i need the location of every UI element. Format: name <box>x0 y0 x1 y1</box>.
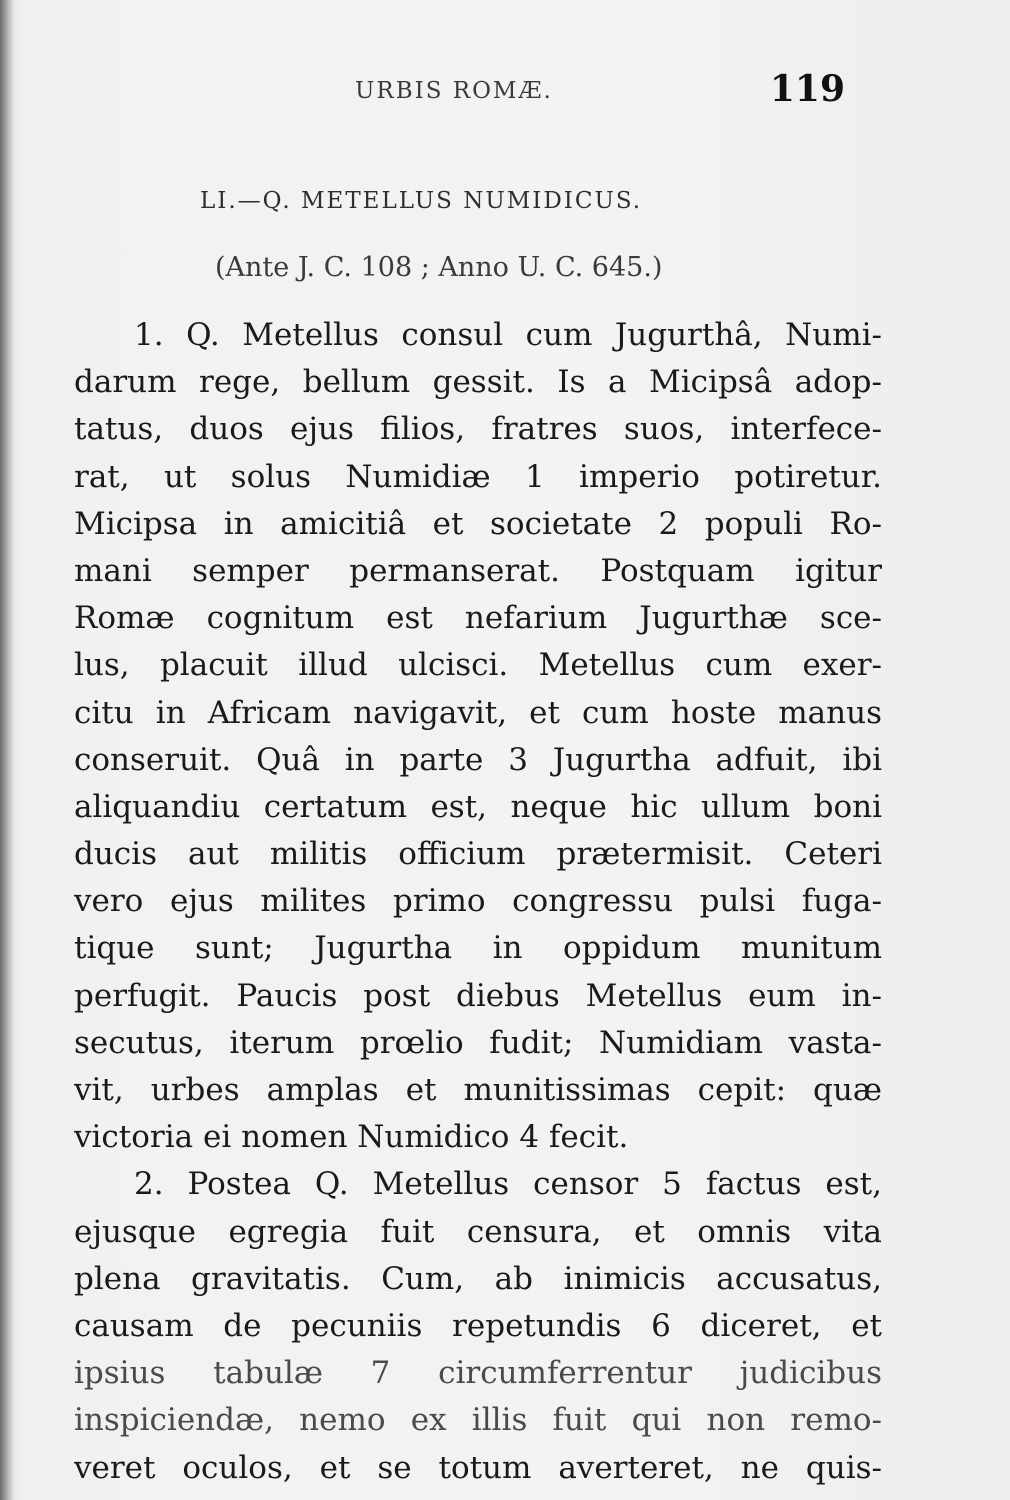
text-line: tatus, duos ejus filios, fratres suos, interfece- <box>74 411 882 448</box>
text-line: veret oculos, et se totum averteret, ne quis- <box>74 1449 882 1486</box>
text-line: inspiciendæ, nemo ex illis fuit qui non remo- <box>74 1402 882 1439</box>
text-line: ducis aut militis officium prætermisit. Ceteri <box>74 836 882 873</box>
text-line: Romæ cognitum est nefarium Jugurthæ sce- <box>74 600 882 637</box>
text-line: vit, urbes amplas et munitissimas cepit: quæ <box>74 1072 882 1108</box>
text-line: vero ejus milites primo congressu pulsi fuga- <box>74 883 882 920</box>
text-line: tique sunt; Jugurtha in oppidum munitum <box>74 930 882 967</box>
text-line: Micipsa in amicitiâ et societate 2 populi Ro- <box>74 505 882 542</box>
text-line: citu in Africam navigavit, et cum hoste manus <box>74 694 882 731</box>
body-text <box>74 312 882 1492</box>
text-line: 1. Q. Metellus consul cum Jugurthâ, Numi- <box>134 317 882 353</box>
text-line: mani semper permanserat. Postquam igitur <box>74 552 882 589</box>
text-line: lus, placuit illud ulcisci. Metellus cum exer- <box>74 647 882 684</box>
text-line: aliquandiu certatum est, neque hic ullum boni <box>74 788 882 825</box>
chapter-title: LI.—Q. METELLUS NUMIDICUS. <box>200 188 643 214</box>
text-line: causam de pecuniis repetundis 6 diceret, et <box>74 1307 882 1344</box>
text-line: rat, ut solus Numidiæ 1 imperio potiretur. <box>74 458 882 495</box>
text-line: 2. Postea Q. Metellus censor 5 factus est, <box>134 1166 882 1203</box>
text-line: plena gravitatis. Cum, ab inimicis accusatus, <box>74 1260 882 1297</box>
text-line: conseruit. Quâ in parte 3 Jugurtha adfuit, ibi <box>74 741 882 778</box>
text-line: ejusque egregia fuit censura, et omnis vita <box>74 1213 882 1250</box>
text-line: perfugit. Paucis post diebus Metellus eum in- <box>74 977 882 1014</box>
text-line: ipsius tabulæ 7 circumferrentur judicibus <box>74 1355 882 1392</box>
page-binding-edge <box>0 0 14 1500</box>
text-line: victoria ei nomen Numidico 4 fecit. <box>74 1119 629 1156</box>
running-title: URBIS ROMÆ. <box>355 78 553 104</box>
text-line: secutus, iterum prœlio fudit; Numidiam vasta- <box>74 1024 882 1061</box>
chapter-date: (Ante J. C. 108 ; Anno U. C. 645.) <box>215 252 663 283</box>
page-header <box>355 68 845 118</box>
text-line: darum rege, bellum gessit. Is a Micipsâ adop- <box>74 364 882 401</box>
page-number: 119 <box>769 68 845 110</box>
